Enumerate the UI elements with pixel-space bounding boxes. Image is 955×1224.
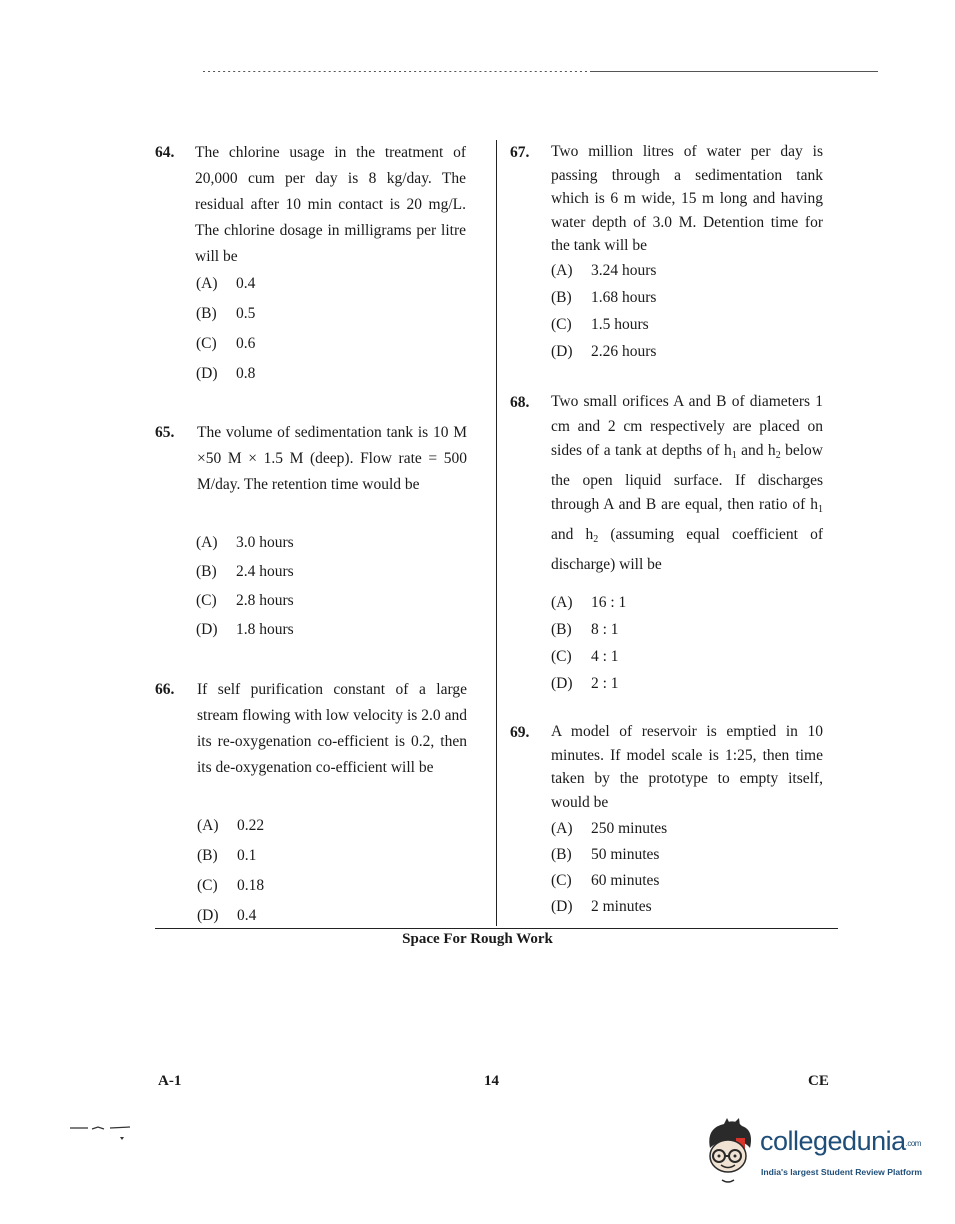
option-c: (C) 0.6 (196, 335, 256, 352)
option-a: (A) 16 : 1 (551, 594, 627, 611)
option-b: (B) 2.4 hours (196, 563, 294, 580)
question-67 (510, 140, 830, 370)
option-d: (D) 0.8 (196, 365, 256, 382)
question-66 (155, 677, 475, 927)
header-rule-break (200, 71, 590, 72)
option-d: (D) 2.26 hours (551, 343, 657, 360)
question-stem: If self purification constant of a large stream flowing with low velocity is 2.0 and its re-oxygenation co-efficient is 0.2, then its de-oxygenation co-efficient will be (197, 681, 467, 776)
option-d: (D) 1.8 hours (196, 621, 294, 638)
question-65 (155, 420, 475, 650)
question-68 (510, 390, 830, 700)
question-number: 66. (155, 681, 175, 698)
column-divider (496, 140, 497, 926)
rough-work-caption: Space For Rough Work (402, 931, 553, 947)
question-number: 64. (155, 144, 175, 161)
option-c: (C) 1.5 hours (551, 316, 649, 333)
question-stem: Two million litres of water per day is passing through a sedimentation tank which is 6 m wide, 15 m long and having water depth of 3.0 M. Detention time for the tank will be (551, 143, 823, 254)
question-stem: Two small orifices A and B of diameters 1 cm and 2 cm respectively are placed on sides of a tank at depths of $h_1$ and $h_2$ below the open liquid surface. If discharges through A and B are equal, then ratio of $h_1$ and $h_2$ (assuming equal coefficient of discharge) will be (551, 393, 823, 573)
question-69 (510, 720, 830, 925)
question-stem: The chlorine usage in the treatment of 20,000 cum per day is 8 kg/day. The residual after 10 min contact is 20 mg/L. The chlorine dosage in milligrams per litre will be (195, 144, 466, 265)
question-64 (155, 140, 475, 390)
paper-code: A-1 (158, 1073, 182, 1089)
option-b: (B) 1.68 hours (551, 289, 657, 306)
options-list (197, 813, 264, 933)
question-number: 69. (510, 724, 530, 741)
question-number: 68. (510, 394, 530, 411)
options-list (551, 590, 626, 698)
option-c: (C) 0.18 (197, 877, 265, 894)
subject-code: CE (808, 1073, 829, 1089)
option-b: (B) 8 : 1 (551, 621, 619, 638)
option-a: (A) 3.0 hours (196, 534, 294, 551)
option-b: (B) 50 minutes (551, 846, 660, 863)
scan-mark (68, 1120, 148, 1140)
option-a: (A) 250 minutes (551, 820, 668, 837)
options-list (551, 258, 656, 366)
mascot-icon (700, 1118, 760, 1190)
option-a: (A) 0.22 (197, 817, 265, 834)
question-stem: The volume of sedimentation tank is 10 M ×50 M × 1.5 M (deep). Flow rate = 500 M/day. The retention time would be (197, 424, 467, 493)
option-d: (D) 2 minutes (551, 898, 652, 915)
option-c: (C) 2.8 hours (196, 592, 294, 609)
question-number: 65. (155, 424, 175, 441)
option-a: (A) 3.24 hours (551, 262, 657, 279)
options-list (196, 530, 294, 646)
option-b: (B) 0.5 (196, 305, 256, 322)
option-c: (C) 4 : 1 (551, 648, 619, 665)
question-number: 67. (510, 144, 530, 161)
logo-wordmark: collegedunia.com (760, 1126, 921, 1156)
option-b: (B) 0.1 (197, 847, 257, 864)
option-d: (D) 0.4 (197, 907, 257, 924)
option-c: (C) 60 minutes (551, 872, 660, 889)
options-list (551, 816, 667, 920)
question-stem: A model of reservoir is emptied in 10 minutes. If model scale is 1:25, then time taken by the prototype to empty itself, would be (551, 723, 823, 811)
collegedunia-logo (700, 1118, 930, 1190)
page-number: 14 (484, 1073, 499, 1089)
option-a: (A) 0.4 (196, 275, 256, 292)
option-d: (D) 2 : 1 (551, 675, 619, 692)
logo-tagline: India's largest Student Review Platform (761, 1167, 923, 1177)
options-list (196, 271, 255, 391)
